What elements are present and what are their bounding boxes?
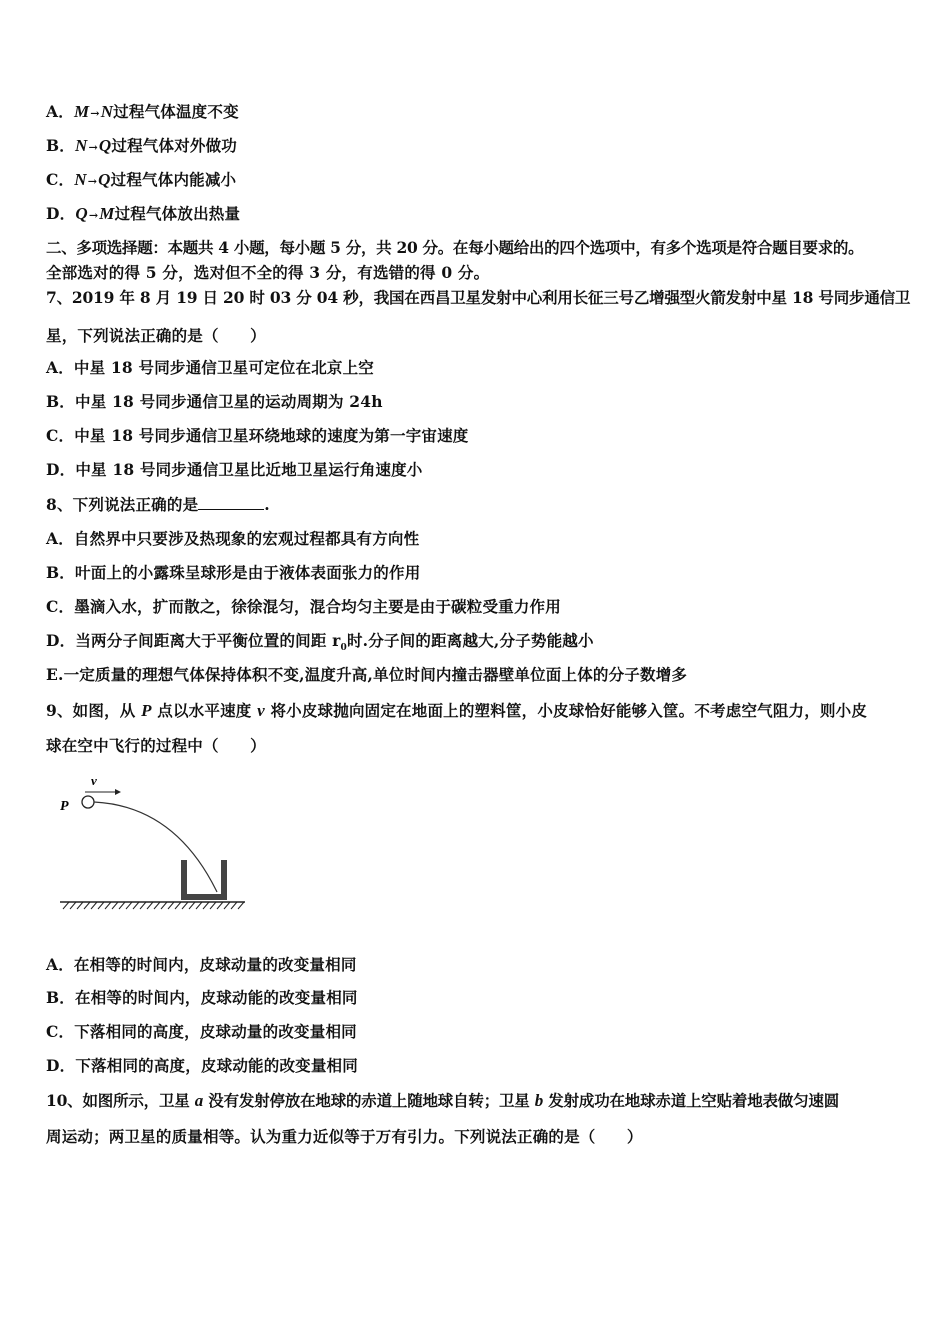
arrow: →	[90, 107, 100, 120]
option-text: 过程气体放出热量	[114, 204, 241, 223]
q10-stem-line2: 周运动；两卫星的质量相等。认为重力近似等于万有引力。下列说法正确的是（ ）	[46, 1127, 643, 1146]
option-label: C．	[46, 170, 75, 189]
q10-stem-line1	[46, 1091, 839, 1111]
arrow: →	[88, 209, 99, 222]
section2-scoring: 全部选对的得 5 分，选对但不全的得 3 分，有选错的得 0 分。	[46, 263, 490, 282]
hatch-line	[70, 902, 76, 909]
trajectory	[94, 802, 217, 892]
state-from: M	[73, 102, 90, 121]
hatch-line	[203, 902, 209, 909]
option-label: D．	[46, 204, 76, 223]
stem-text: 发射成功在地球赤道上空贴着地表做匀速圆	[543, 1091, 840, 1110]
hatch-line	[119, 902, 125, 909]
q7-stem-line1: 7、2019 年 8 月 19 日 20 时 03 分 04 秒，我国在西昌卫星发射中心利用长征三号乙增强型火箭发射中星 18 号同步通信卫	[46, 288, 911, 307]
q9-option-d: D．下落相同的高度，皮球动能的改变量相同	[46, 1056, 358, 1075]
option-text-cont: 时.分子间的距离越大,分子势能越小	[346, 631, 594, 650]
subscript: 0	[340, 643, 347, 654]
option-text: D．当两分子间距离大于平衡位置的间距 r	[46, 631, 341, 650]
basket	[181, 860, 227, 900]
hatch-line	[63, 902, 69, 909]
hatch-line	[105, 902, 111, 909]
velocity-label: v	[91, 773, 97, 788]
option-label: B．	[46, 136, 76, 155]
arrow: →	[88, 141, 98, 154]
stem-text: 9、如图，从	[46, 701, 142, 720]
stem-text: 没有发射停放在地球的赤道上随地球自转；卫星	[203, 1091, 535, 1110]
var-p: P	[141, 701, 152, 720]
q8-option-b: B．叶面上的小露珠呈球形是由于液体表面张力的作用	[46, 563, 421, 582]
hatch-line	[196, 902, 202, 909]
q7-stem-line2: 星，下列说法正确的是（ ）	[46, 326, 266, 345]
stem-text: 8、下列说法正确的是	[46, 495, 199, 514]
option-text: 过程气体内能减小	[110, 170, 237, 189]
hatch-line	[175, 902, 181, 909]
q9-option-c: C．下落相同的高度，皮球动量的改变量相同	[46, 1022, 357, 1041]
q6-option-a	[46, 102, 239, 124]
hatch-line	[91, 902, 97, 909]
state-from: N	[74, 170, 87, 189]
section2-heading: 二、多项选择题：本题共 4 小题，每小题 5 分，共 20 分。在每小题给出的四个选项中，有多个选项是符合题目要求的。	[46, 238, 864, 257]
var-v: v	[257, 701, 265, 720]
arrow: →	[87, 175, 98, 188]
hatch-line	[77, 902, 83, 909]
stem-end: .	[264, 495, 270, 514]
option-label: A．	[46, 102, 74, 121]
arrow-head-icon	[115, 789, 121, 795]
q8-option-e: E.一定质量的理想气体保持体积不变,温度升高,单位时间内撞击器壁单位面上体的分子数增多	[46, 665, 688, 684]
q6-option-c	[46, 170, 236, 192]
state-to: M	[99, 204, 115, 223]
hatch-line	[189, 902, 195, 909]
ball	[82, 796, 94, 808]
q8-stem	[46, 495, 270, 515]
stem-text: 点以水平速度	[151, 701, 258, 720]
hatch-line	[168, 902, 174, 909]
state-from: N	[75, 136, 88, 155]
hatch-line	[182, 902, 188, 909]
q9-stem-line1	[46, 701, 867, 721]
option-text: 过程气体对外做功	[111, 136, 238, 155]
q7-option-a: A．中星 18 号同步通信卫星可定位在北京上空	[46, 358, 374, 377]
answer-blank	[198, 495, 264, 510]
stem-text: 将小皮球抛向固定在地面上的塑料筐，小皮球恰好能够入筐。不考虑空气阻力，则小皮	[264, 701, 868, 720]
q6-option-b	[46, 136, 237, 158]
q9-option-b: B．在相等的时间内，皮球动能的改变量相同	[46, 988, 358, 1007]
point-p-label: P	[60, 799, 69, 814]
hatch-line	[98, 902, 104, 909]
hatch-line	[231, 902, 237, 909]
q6-option-d	[46, 204, 240, 226]
option-text: 过程气体温度不变	[113, 102, 239, 121]
hatch-line	[147, 902, 153, 909]
var-a: a	[194, 1091, 204, 1110]
hatch-line	[112, 902, 118, 909]
q7-option-b: B．中星 18 号同步通信卫星的运动周期为 24h	[46, 392, 383, 411]
q7-option-d: D．中星 18 号同步通信卫星比近地卫星运行角速度小	[46, 460, 423, 479]
q9-option-a: A．在相等的时间内，皮球动量的改变量相同	[46, 955, 357, 974]
ground-hatching	[63, 902, 244, 909]
state-to: N	[100, 102, 114, 121]
hatch-line	[133, 902, 139, 909]
hatch-line	[238, 902, 244, 909]
hatch-line	[161, 902, 167, 909]
hatch-line	[154, 902, 160, 909]
hatch-line	[224, 902, 230, 909]
stem-text: 10、如图所示，卫星	[46, 1091, 195, 1110]
q8-option-d	[46, 631, 594, 658]
hatch-line	[84, 902, 90, 909]
state-to: Q	[98, 170, 111, 189]
q8-option-c: C．墨滴入水，扩而散之，徐徐混匀，混合均匀主要是由于碳粒受重力作用	[46, 597, 561, 616]
q7-option-c: C．中星 18 号同步通信卫星环绕地球的速度为第一宇宙速度	[46, 426, 469, 445]
hatch-line	[140, 902, 146, 909]
projectile-figure	[55, 768, 255, 918]
state-to: Q	[98, 136, 112, 155]
var-b: b	[534, 1091, 544, 1110]
hatch-line	[217, 902, 223, 909]
q8-option-a: A．自然界中只要涉及热现象的宏观过程都具有方向性	[46, 529, 420, 548]
q9-stem-line2: 球在空中飞行的过程中（ ）	[46, 736, 266, 755]
hatch-line	[210, 902, 216, 909]
state-from: Q	[75, 204, 88, 223]
hatch-line	[126, 902, 132, 909]
